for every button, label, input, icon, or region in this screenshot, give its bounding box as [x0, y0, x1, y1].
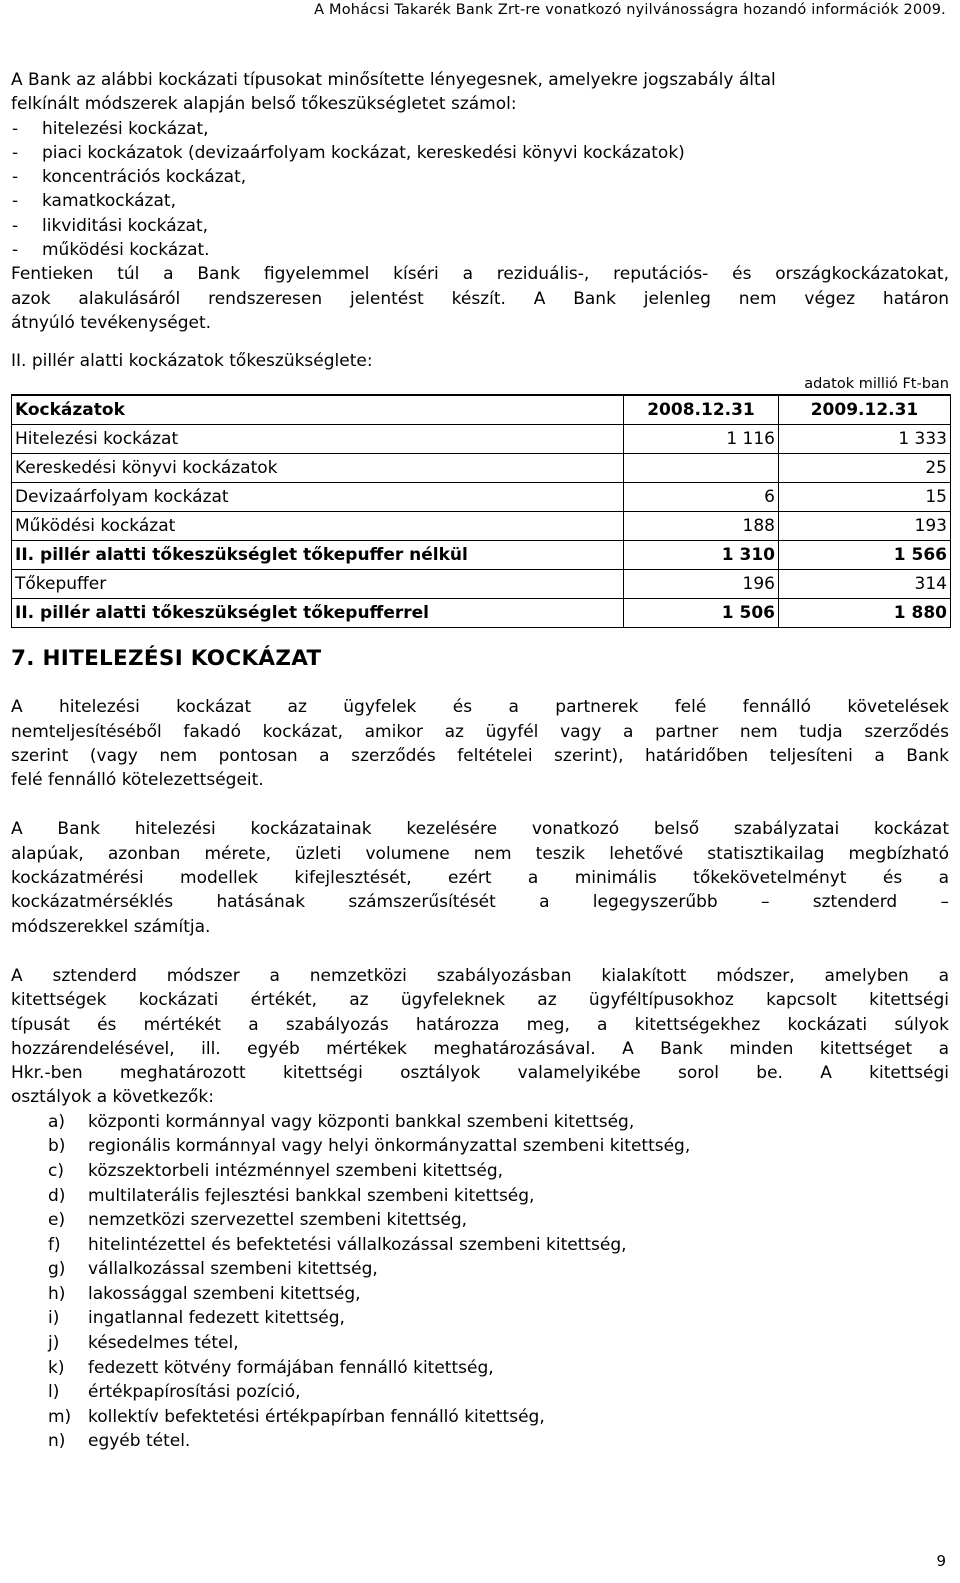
intro-paragraph [11, 262, 949, 335]
table-row [12, 570, 951, 599]
table-cell: 1 310 [624, 541, 779, 570]
list-item [11, 214, 949, 238]
paragraph-internal-rules [11, 817, 949, 938]
list-marker: m) [48, 1406, 72, 1427]
paragraph-line: Hkr.-ben meghatározott kitettségi osztályok valamelyikébe sorol be. A kitettségi [11, 1063, 949, 1084]
list-item [11, 1110, 949, 1135]
list-marker: c) [48, 1160, 64, 1181]
table-cell: II. pillér alatti tőkeszükséglet tőkepuffer nélkül [12, 541, 624, 570]
list-item [11, 1380, 949, 1405]
table-cell: 1 116 [624, 425, 779, 454]
capital-requirement-table [11, 394, 951, 628]
table-header-row [12, 395, 951, 425]
list-item-text: likviditási kockázat, [42, 215, 209, 236]
paragraph-line: módszerekkel számítja. [11, 916, 211, 937]
intro-line-1: A Bank az alábbi kockázati típusokat minősítette lényegesnek, amelyekre jogszabály által [11, 70, 776, 90]
list-item [11, 165, 949, 189]
page-content [11, 68, 949, 1454]
paragraph-line: szerint (vagy nem pontosan a szerződés feltételei szerint), határidőben teljesíteni a Bank [11, 745, 949, 766]
paragraph-credit-risk-definition [11, 695, 949, 792]
table-cell: 1 566 [779, 541, 951, 570]
table-cell: 196 [624, 570, 779, 599]
list-marker: g) [48, 1259, 66, 1280]
paragraph-line: A Bank hitelezési kockázatainak kezelésére vonatkozó belső szabályzatai kockázat [11, 819, 949, 840]
list-item [11, 1405, 949, 1430]
table-cell [624, 454, 779, 483]
list-marker: - [12, 240, 19, 261]
table-cell: Működési kockázat [12, 512, 624, 541]
list-marker: b) [48, 1136, 66, 1157]
table-cell: Devizaárfolyam kockázat [12, 483, 624, 512]
paragraph-line: kockázatmérséklés hatásának számszerűsítését a legegyszerűbb – sztenderd – [11, 892, 949, 913]
table-unit-note: adatok millió Ft-ban [804, 376, 949, 393]
section-heading: 7. HITELEZÉSI KOCKÁZAT [11, 646, 322, 672]
paragraph-standard-method [11, 964, 949, 1110]
list-marker: l) [48, 1382, 60, 1403]
list-item-text: piaci kockázatok (devizaárfolyam kockázat, kereskedési könyvi kockázatok) [42, 142, 685, 163]
paragraph-line: A hitelezési kockázat az ügyfelek és a partnerek felé fennálló követelések [11, 697, 949, 718]
table-title: II. pillér alatti kockázatok tőkeszükséglete: [11, 351, 373, 372]
list-item-text: multilaterális fejlesztési bankkal szembeni kitettség, [88, 1185, 535, 1206]
list-marker: n) [48, 1431, 66, 1452]
list-item [11, 1208, 949, 1233]
list-marker: e) [48, 1210, 66, 1231]
list-item [11, 1331, 949, 1356]
list-marker: j) [48, 1333, 60, 1354]
list-item-text: lakossággal szembeni kitettség, [88, 1283, 361, 1304]
table-cell: 25 [779, 454, 951, 483]
table-cell: 1 506 [624, 599, 779, 628]
list-item-text: ingatlannal fedezett kitettség, [88, 1308, 345, 1329]
table-cell: 193 [779, 512, 951, 541]
list-item-text: vállalkozással szembeni kitettség, [88, 1259, 378, 1280]
table-cell: 15 [779, 483, 951, 512]
table-row [12, 483, 951, 512]
list-item [11, 141, 949, 165]
column-header: 2008.12.31 [624, 395, 779, 425]
paragraph-line: osztályok a következők: [11, 1087, 214, 1108]
list-item-text: hitelintézettel és befektetési vállalkozással szembeni kitettség, [88, 1234, 627, 1255]
intro-line-2: felkínált módszerek alapján belső tőkeszükségletet számol: [11, 94, 517, 115]
list-item [11, 1306, 949, 1331]
list-item-text: kollektív befektetési értékpapírban fennálló kitettség, [88, 1406, 545, 1427]
paragraph-line: nemteljesítéséből fakadó kockázat, amikor az ügyfél vagy a partner nem tudja szerződés [11, 721, 949, 742]
list-item-text: fedezett kötvény formájában fennálló kitettség, [88, 1357, 494, 1378]
paragraph-line: Fentieken túl a Bank figyelemmel kíséri a reziduális-, reputációs- és országkockázatokat, [11, 264, 949, 285]
paragraph-line: A sztenderd módszer a nemzetközi szabályozásban kialakított módszer, amelyben a [11, 965, 949, 986]
list-item-text: közszektorbeli intézménnyel szembeni kitettség, [88, 1160, 504, 1181]
list-item [11, 1184, 949, 1209]
list-item-text: kamatkockázat, [42, 191, 176, 212]
list-item [11, 117, 949, 141]
column-header: 2009.12.31 [779, 395, 951, 425]
table-row [12, 512, 951, 541]
table-cell: Tőkepuffer [12, 570, 624, 599]
list-marker: - [12, 215, 19, 236]
list-item [11, 1429, 949, 1454]
paragraph-line: hozzárendelésével, ill. egyéb mértékek meghatározásával. A Bank minden kitettséget a [11, 1038, 949, 1059]
list-item-text: központi kormánnyal vagy központi bankkal szembeni kitettség, [88, 1111, 635, 1132]
paragraph-line: átnyúló tevékenységet. [11, 312, 212, 333]
list-item-text: nemzetközi szervezettel szembeni kitettség, [88, 1210, 468, 1231]
list-item [11, 238, 949, 262]
list-marker: k) [48, 1357, 65, 1378]
table-cell: 314 [779, 570, 951, 599]
list-marker: - [12, 118, 19, 139]
list-marker: - [12, 142, 19, 163]
list-item [11, 189, 949, 213]
paragraph-line: felé fennálló kötelezettségeit. [11, 770, 264, 791]
list-item-text: koncentrációs kockázat, [42, 167, 247, 188]
list-item [11, 1233, 949, 1258]
list-item-text: késedelmes tétel, [88, 1333, 239, 1354]
paragraph-line: azok alakulásáról rendszeresen jelentést készít. A Bank jelenleg nem végez határon [11, 288, 949, 309]
running-header: A Mohácsi Takarék Bank Zrt-re vonatkozó nyilvánosságra hozandó információk 2009. [314, 2, 946, 18]
list-item-text: egyéb tétel. [88, 1431, 191, 1452]
list-marker: f) [48, 1234, 61, 1255]
list-item [11, 1134, 949, 1159]
paragraph-line: kitettségek kockázati értékét, az ügyfeleknek az ügyféltípusokhoz kapcsolt kitettségi [11, 990, 949, 1011]
table-row [12, 599, 951, 628]
list-marker: - [12, 191, 19, 212]
list-item [11, 1257, 949, 1282]
list-item [11, 1282, 949, 1307]
table-row [12, 454, 951, 483]
list-marker: h) [48, 1283, 66, 1304]
column-header: Kockázatok [12, 395, 624, 425]
paragraph-line: kockázatmérési modellek kifejlesztését, ezért a minimális tőkekövetelményt és a [11, 868, 949, 889]
list-marker: - [12, 167, 19, 188]
table-row [12, 541, 951, 570]
list-item-text: értékpapírosítási pozíció, [88, 1382, 301, 1403]
list-item [11, 1159, 949, 1184]
list-marker: a) [48, 1111, 66, 1132]
list-item-text: regionális kormánnyal vagy helyi önkormányzattal szembeni kitettség, [88, 1136, 691, 1157]
table-cell: Kereskedési könyvi kockázatok [12, 454, 624, 483]
paragraph-line: alapúak, azonban mérete, üzleti volumene nem teszik lehetővé statisztikailag megbízható [11, 843, 949, 864]
paragraph-line: típusát és mértékét a szabályozás határozza meg, a kitettségekhez kockázati súlyok [11, 1014, 949, 1035]
table-cell: 6 [624, 483, 779, 512]
list-item [11, 1356, 949, 1381]
page-number: 9 [936, 1552, 946, 1570]
table-cell: 1 880 [779, 599, 951, 628]
exposure-class-list [11, 1110, 949, 1454]
table-cell: 1 333 [779, 425, 951, 454]
intro-lines [11, 68, 949, 117]
table-cell: II. pillér alatti tőkeszükséglet tőkepufferrel [12, 599, 624, 628]
list-marker: i) [48, 1308, 60, 1329]
list-item-text: működési kockázat. [42, 240, 210, 261]
risk-type-list [11, 117, 949, 263]
table-cell: Hitelezési kockázat [12, 425, 624, 454]
table-row [12, 425, 951, 454]
list-item-text: hitelezési kockázat, [42, 118, 209, 139]
list-marker: d) [48, 1185, 66, 1206]
table-cell: 188 [624, 512, 779, 541]
